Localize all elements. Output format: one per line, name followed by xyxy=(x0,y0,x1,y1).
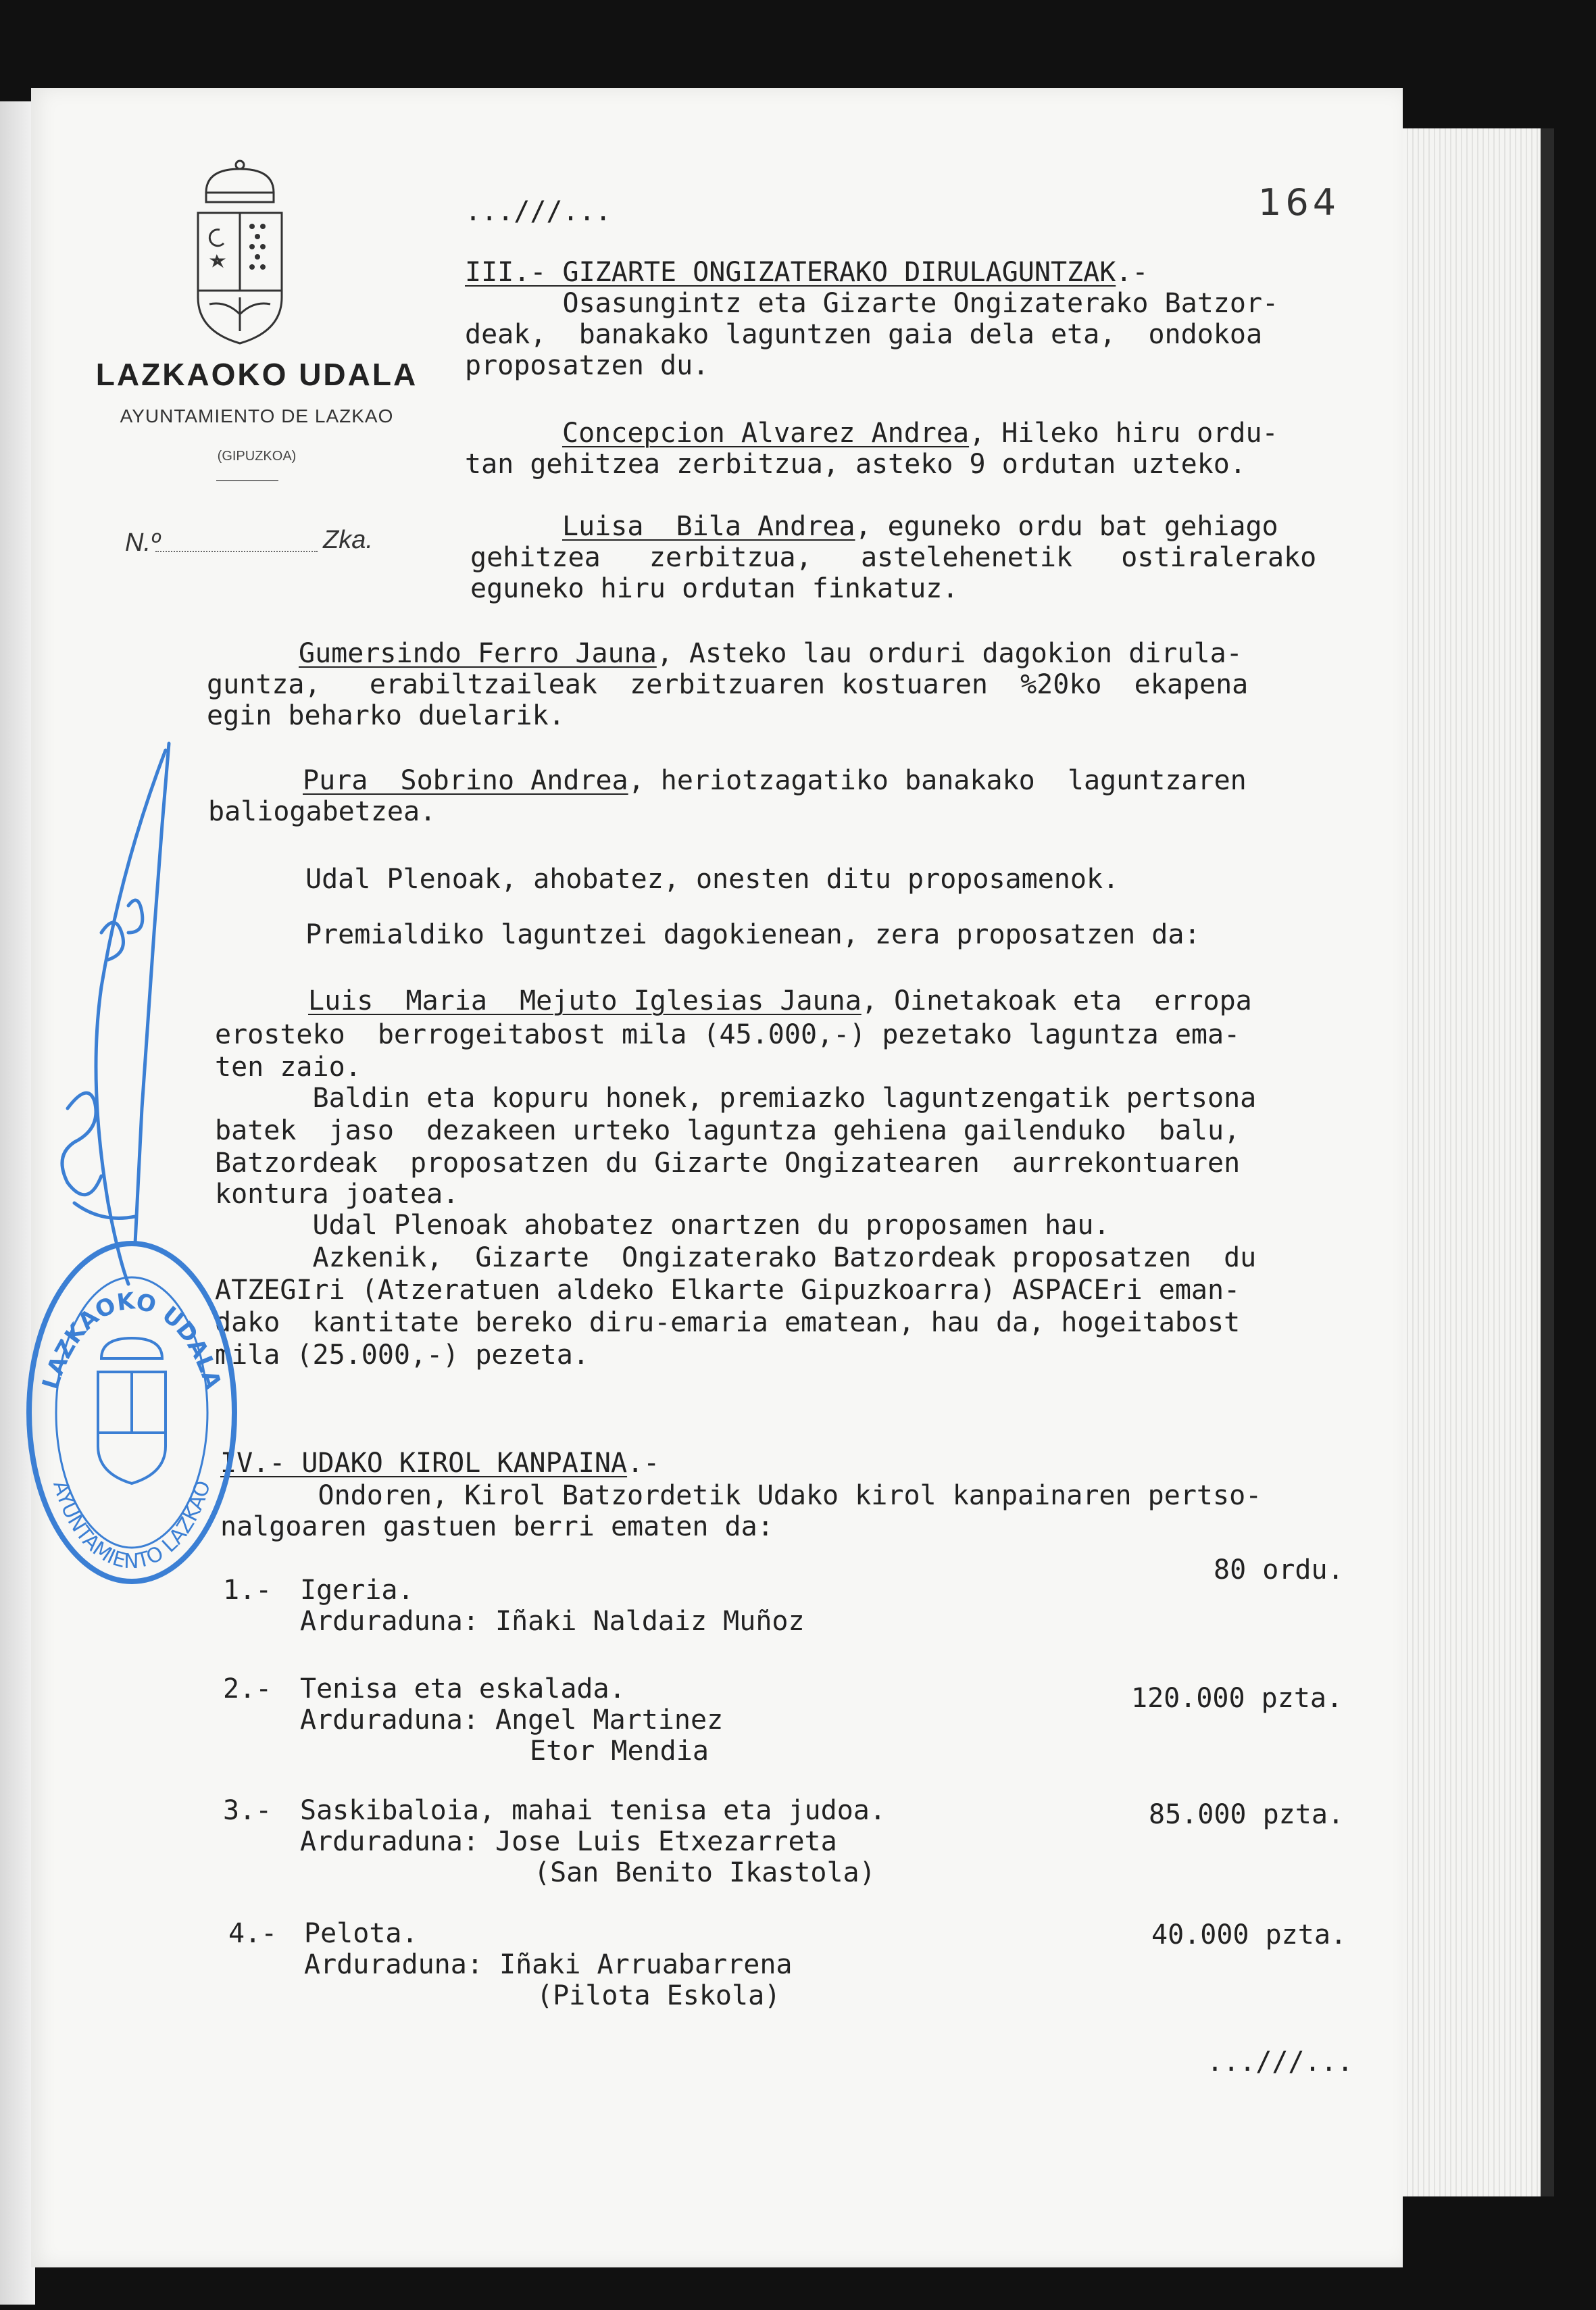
org-province: (GIPUZKOA) xyxy=(217,449,297,464)
item3-amount: 85.000 pzta. xyxy=(1149,1799,1344,1830)
official-stamp xyxy=(20,1230,243,1595)
item4-responsible xyxy=(304,1949,792,1980)
item2-amount: 120.000 pzta. xyxy=(1131,1683,1343,1714)
item1-activity: Igeria. xyxy=(300,1575,414,1606)
item2-resp-name: Angel Martinez xyxy=(495,1704,724,1736)
item2-resp-name-2: Etor Mendia xyxy=(530,1736,709,1767)
item1-resp-name: Iñaki Naldaiz Muñoz xyxy=(495,1606,805,1637)
number-field-line xyxy=(155,551,318,552)
p3-line-3: egin beharko duelarik. xyxy=(207,700,565,731)
item2-responsible xyxy=(300,1704,723,1736)
p5-rest: , Oinetakoak eta erropa xyxy=(861,985,1252,1016)
item4-amount: 40.000 pzta. xyxy=(1151,1919,1347,1950)
item3-activity: Saskibaloia, mahai tenisa eta judoa. xyxy=(300,1795,886,1826)
p5-line-11: dako kantitate bereko diru-emaria ematean, hau da, hogeitabost xyxy=(215,1307,1241,1338)
item3-number: 3.- xyxy=(223,1795,272,1826)
item1-responsible xyxy=(300,1606,805,1637)
continuation-top: ...///... xyxy=(465,196,612,227)
divider xyxy=(216,480,278,481)
p5-line-7: kontura joatea. xyxy=(215,1179,459,1210)
p2-rest: , eguneko ordu bat gehiago xyxy=(855,511,1278,542)
p3-line-1 xyxy=(299,638,1243,669)
section4-intro-2: nalgoaren gastuen berri ematen da: xyxy=(220,1511,774,1542)
item1-amount: 80 ordu. xyxy=(1214,1554,1344,1586)
p4-name: Pura Sobrino Andrea xyxy=(303,765,628,796)
p5-line-8: Udal Plenoak ahobatez onartzen du proposamen hau. xyxy=(215,1210,1110,1241)
section4-heading-suffix: .- xyxy=(627,1448,660,1479)
p3-rest: , Asteko lau orduri dagokion dirula- xyxy=(656,638,1243,669)
section3-intro-3: proposatzen du. xyxy=(465,350,709,381)
p5-line-6: Batzordeak proposatzen du Gizarte Ongizatearen aurrekontuaren xyxy=(215,1148,1241,1179)
p3-name: Gumersindo Ferro Jauna xyxy=(299,638,657,669)
signature-icon xyxy=(27,730,182,1311)
p4-line-1 xyxy=(303,765,1247,796)
stamp-top-text: LAZKAOKO UDALA xyxy=(36,1287,227,1393)
emergency-intro: Premialdiko laguntzei dagokienean, zera proposatzen da: xyxy=(305,919,1201,950)
coat-of-arms-icon xyxy=(193,155,287,351)
section3-intro-1: Osasungintz eta Gizarte Ongizaterako Batzor- xyxy=(465,288,1279,319)
item2-resp-label: Arduraduna: xyxy=(300,1704,479,1736)
item4-resp-label: Arduraduna: xyxy=(304,1949,483,1980)
zka-label: Zka. xyxy=(323,526,373,554)
stamp-bottom-text: AYUNTAMIENTO LAZKAO xyxy=(48,1478,216,1574)
p5-line-10: ATZEGIri (Atzeratuen aldeko Elkarte Gipuzkoarra) ASPACEri eman- xyxy=(215,1275,1241,1306)
item3-resp-name-2: (San Benito Ikastola) xyxy=(534,1857,876,1888)
p1-rest: , Hileko hiru ordu- xyxy=(969,418,1278,449)
item3-resp-name: Jose Luis Etxezarreta xyxy=(495,1826,837,1857)
p5-name: Luis Maria Mejuto Iglesias Jauna xyxy=(308,985,862,1016)
item4-activity: Pelota. xyxy=(304,1918,418,1949)
approval-1: Udal Plenoak, ahobatez, onesten ditu proposamenok. xyxy=(305,864,1120,895)
p1-line-1 xyxy=(562,418,1278,449)
section3-heading xyxy=(465,257,1148,288)
section4-heading-text: IV.- UDAKO KIROL KANPAINA xyxy=(220,1448,628,1479)
p5-line-1 xyxy=(308,985,1252,1016)
page-number: 164 xyxy=(1258,181,1341,224)
p4-rest: , heriotzagatiko banakako laguntzaren xyxy=(628,765,1247,796)
item3-resp-label: Arduraduna: xyxy=(300,1826,479,1857)
p2-line-1 xyxy=(562,511,1278,542)
p5-line-2: erosteko berrogeitabost mila (45.000,-) pezetako laguntza ema- xyxy=(215,1019,1241,1050)
section4-intro-1: Ondoren, Kirol Batzordetik Udako kirol kanpainaren pertso- xyxy=(220,1480,1262,1511)
svg-text:AYUNTAMIENTO LAZKAO xyxy=(48,1478,216,1573)
page-stack-edge xyxy=(1392,128,1554,2196)
item4-resp-name-2: (Pilota Eskola) xyxy=(537,1980,781,2011)
number-label: N.º xyxy=(125,529,160,557)
p4-line-2: baliogabetzea. xyxy=(208,796,437,827)
p2-line-3: eguneko hiru ordutan finkatuz. xyxy=(470,573,959,604)
section3-heading-text: III.- GIZARTE ONGIZATERAKO DIRULAGUNTZAK xyxy=(465,257,1116,288)
p5-line-9: Azkenik, Gizarte Ongizaterako Batzordeak proposatzen du xyxy=(215,1242,1257,1273)
section3-heading-suffix: .- xyxy=(1116,257,1149,288)
p5-line-12: mila (25.000,-) pezeta. xyxy=(215,1340,589,1371)
section3-intro-2: deak, banakako laguntzen gaia dela eta, ondokoa xyxy=(465,319,1263,350)
item2-number: 2.- xyxy=(223,1673,272,1704)
item1-resp-label: Arduraduna: xyxy=(300,1606,479,1637)
p5-line-4: Baldin eta kopuru honek, premiazko laguntzengatik pertsona xyxy=(215,1083,1257,1114)
p3-line-2: guntza, erabiltzaileak zerbitzuaren kostuaren %20ko ekapena xyxy=(207,669,1249,700)
p1-line-2: tan gehitzea zerbitzua, asteko 9 ordutan uzteko. xyxy=(465,449,1246,480)
item4-number: 4.- xyxy=(228,1918,278,1949)
p5-line-3: ten zaio. xyxy=(215,1052,361,1083)
item1-number: 1.- xyxy=(223,1575,272,1606)
item2-activity: Tenisa eta eskalada. xyxy=(300,1673,626,1704)
p2-line-2: gehitzea zerbitzua, astelehenetik ostiralerako xyxy=(470,542,1317,573)
continuation-bottom: ...///... xyxy=(1207,2046,1353,2078)
p5-line-5: batek jaso dezakeen urteko laguntza gehiena gailenduko balu, xyxy=(215,1115,1241,1146)
org-name: LAZKAOKO UDALA xyxy=(95,357,418,392)
p2-name: Luisa Bila Andrea xyxy=(562,511,855,542)
p1-name: Concepcion Alvarez Andrea xyxy=(562,418,970,449)
section4-heading xyxy=(220,1448,659,1479)
org-subtitle: AYUNTAMIENTO DE LAZKAO xyxy=(120,406,394,426)
item3-responsible xyxy=(300,1826,837,1857)
item4-resp-name: Iñaki Arruabarrena xyxy=(499,1949,793,1980)
